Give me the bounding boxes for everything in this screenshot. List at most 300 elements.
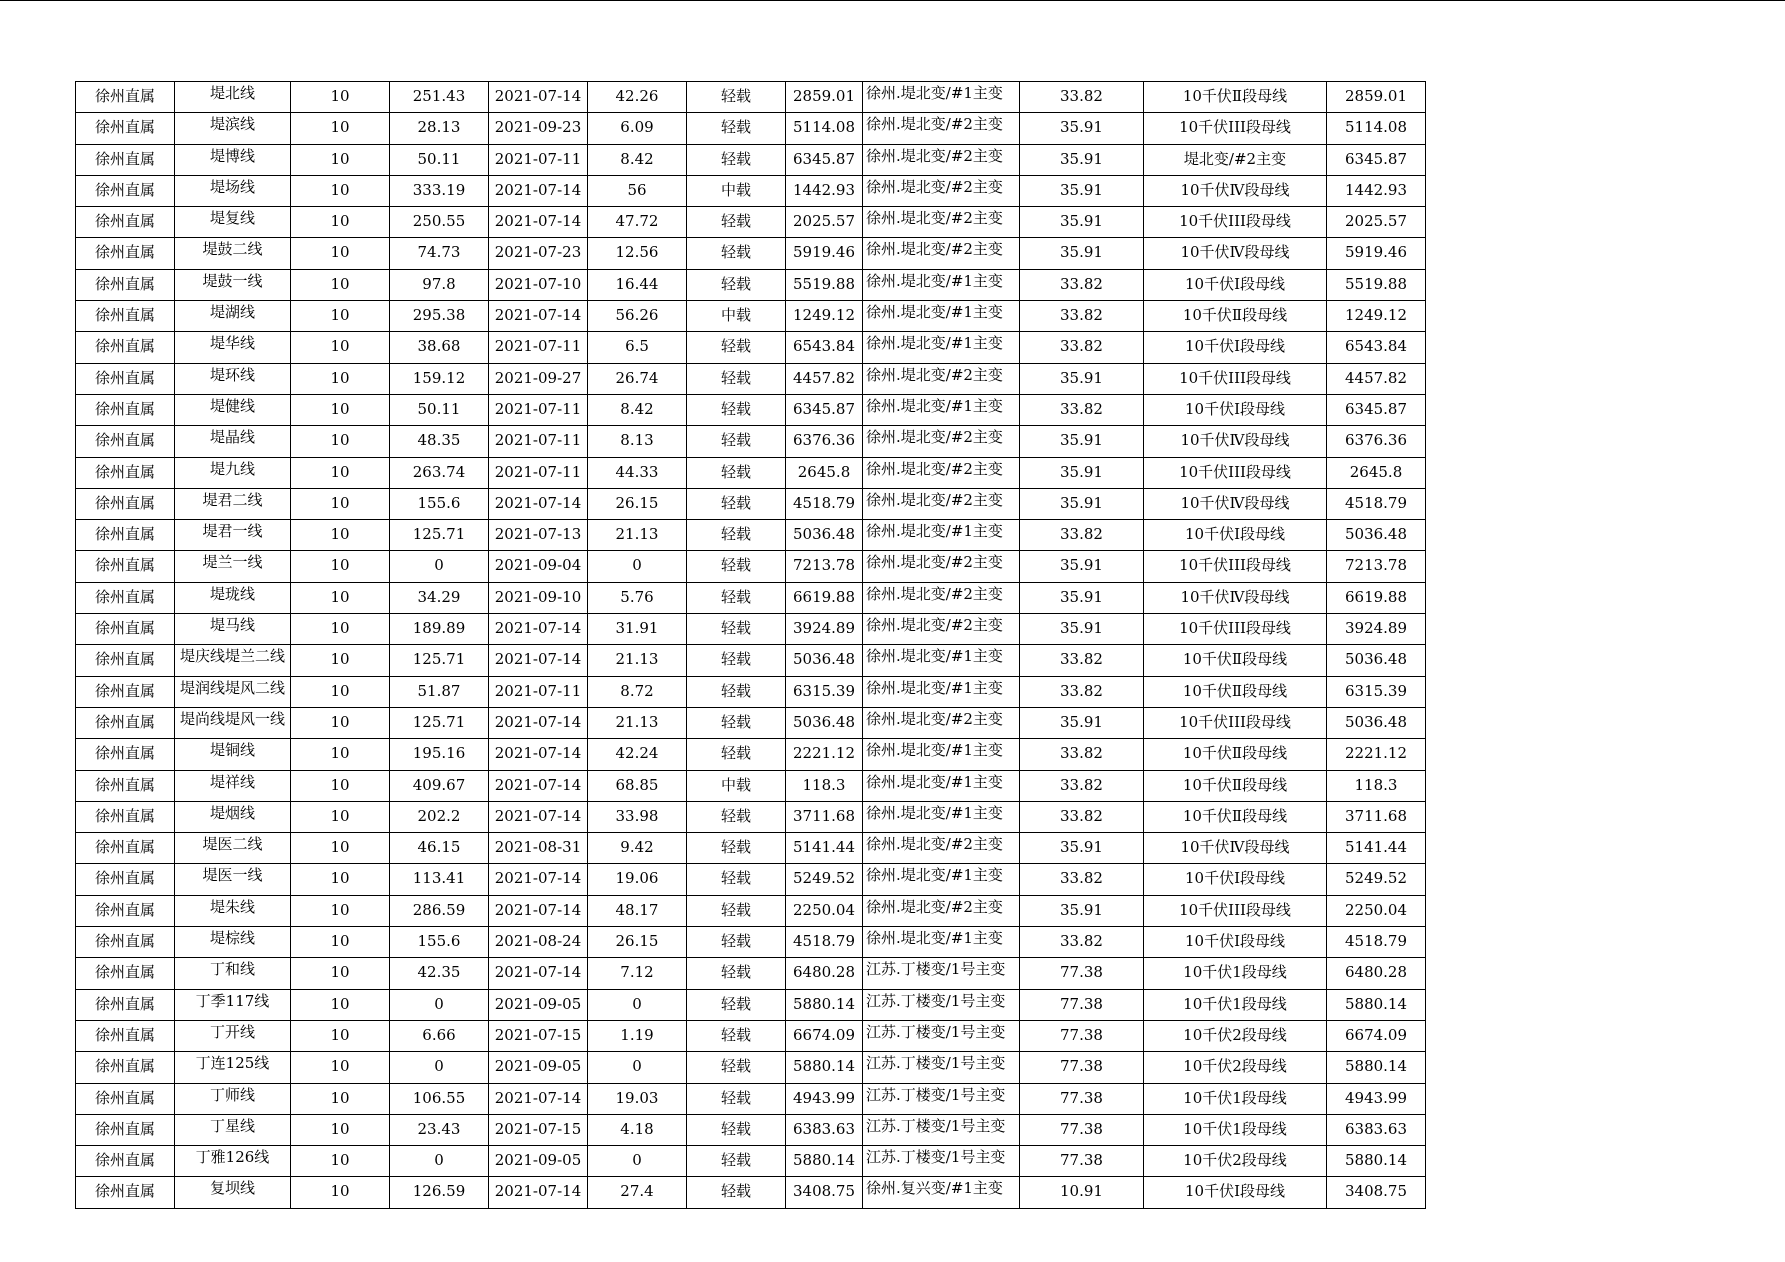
bus-section-cell: 10千伏Ⅱ段母线 bbox=[1144, 801, 1327, 832]
line-name-cell: 堤环线 bbox=[175, 363, 291, 394]
bus-section-cell: 10千伏Ⅰ段母线 bbox=[1144, 1177, 1327, 1208]
voltage-cell: 10 bbox=[291, 614, 390, 645]
load-status-cell: 轻载 bbox=[687, 864, 786, 895]
voltage-cell: 10 bbox=[291, 895, 390, 926]
table-row bbox=[76, 1146, 1426, 1177]
line-name-cell: 复坝线 bbox=[175, 1177, 291, 1208]
transformer-cell: 徐州.堤北变/#2主变 bbox=[863, 488, 1020, 519]
voltage-cell: 10 bbox=[291, 457, 390, 488]
capacity-cell: 4518.79 bbox=[786, 488, 863, 519]
load-rate-cell: 42.26 bbox=[588, 82, 687, 113]
table-row bbox=[76, 833, 1426, 864]
current-cell: 38.68 bbox=[390, 332, 489, 363]
current-cell: 295.38 bbox=[390, 301, 489, 332]
load-rate-cell: 5.76 bbox=[588, 582, 687, 613]
unit-cell: 徐州直属 bbox=[76, 551, 175, 582]
capacity-cell: 6383.63 bbox=[786, 1114, 863, 1145]
transformer-cell: 徐州.堤北变/#2主变 bbox=[863, 551, 1020, 582]
date-cell: 2021-07-14 bbox=[489, 301, 588, 332]
transformer-cell: 徐州.堤北变/#1主变 bbox=[863, 301, 1020, 332]
capacity-cell: 2859.01 bbox=[786, 82, 863, 113]
remaining-capacity-cell: 3408.75 bbox=[1327, 1177, 1426, 1208]
date-cell: 2021-09-10 bbox=[489, 582, 588, 613]
voltage-cell: 10 bbox=[291, 707, 390, 738]
table-row bbox=[76, 739, 1426, 770]
unit-cell: 徐州直属 bbox=[76, 770, 175, 801]
load-rate-cell: 26.15 bbox=[588, 927, 687, 958]
unit-cell: 徐州直属 bbox=[76, 269, 175, 300]
capacity-cell: 6345.87 bbox=[786, 394, 863, 425]
load-status-cell: 轻载 bbox=[687, 426, 786, 457]
load-rate-cell: 33.98 bbox=[588, 801, 687, 832]
current-cell: 42.35 bbox=[390, 958, 489, 989]
date-cell: 2021-09-05 bbox=[489, 1146, 588, 1177]
remaining-capacity-cell: 3711.68 bbox=[1327, 801, 1426, 832]
bus-section-cell: 10千伏III段母线 bbox=[1144, 457, 1327, 488]
transformer-cell: 徐州.堤北变/#2主变 bbox=[863, 113, 1020, 144]
load-rate-cell: 1.19 bbox=[588, 1020, 687, 1051]
load-status-cell: 轻载 bbox=[687, 739, 786, 770]
current-cell: 50.11 bbox=[390, 144, 489, 175]
voltage-cell: 10 bbox=[291, 1146, 390, 1177]
current-cell: 286.59 bbox=[390, 895, 489, 926]
current-cell: 0 bbox=[390, 551, 489, 582]
transformer-cell: 徐州.堤北变/#2主变 bbox=[863, 363, 1020, 394]
transformer-cell: 徐州.堤北变/#1主变 bbox=[863, 394, 1020, 425]
transformer-load-cell: 77.38 bbox=[1020, 1052, 1144, 1083]
unit-cell: 徐州直属 bbox=[76, 82, 175, 113]
load-rate-cell: 12.56 bbox=[588, 238, 687, 269]
voltage-cell: 10 bbox=[291, 1020, 390, 1051]
capacity-cell: 2025.57 bbox=[786, 207, 863, 238]
date-cell: 2021-07-14 bbox=[489, 895, 588, 926]
line-name-cell: 堤君一线 bbox=[175, 520, 291, 551]
bus-section-cell: 10千伏Ⅱ段母线 bbox=[1144, 770, 1327, 801]
capacity-cell: 5880.14 bbox=[786, 1146, 863, 1177]
load-rate-cell: 19.03 bbox=[588, 1083, 687, 1114]
current-cell: 333.19 bbox=[390, 175, 489, 206]
line-name-cell: 堤鼓二线 bbox=[175, 238, 291, 269]
remaining-capacity-cell: 2221.12 bbox=[1327, 739, 1426, 770]
line-name-cell: 堤马线 bbox=[175, 614, 291, 645]
remaining-capacity-cell: 5141.44 bbox=[1327, 833, 1426, 864]
voltage-cell: 10 bbox=[291, 770, 390, 801]
bus-section-cell: 10千伏III段母线 bbox=[1144, 614, 1327, 645]
bus-section-cell: 10千伏2段母线 bbox=[1144, 1020, 1327, 1051]
remaining-capacity-cell: 7213.78 bbox=[1327, 551, 1426, 582]
table-row bbox=[76, 363, 1426, 394]
bus-section-cell: 10千伏Ⅱ段母线 bbox=[1144, 645, 1327, 676]
table-row bbox=[76, 269, 1426, 300]
table-row bbox=[76, 488, 1426, 519]
capacity-cell: 6619.88 bbox=[786, 582, 863, 613]
voltage-cell: 10 bbox=[291, 332, 390, 363]
voltage-cell: 10 bbox=[291, 676, 390, 707]
unit-cell: 徐州直属 bbox=[76, 927, 175, 958]
transformer-cell: 徐州.堤北变/#2主变 bbox=[863, 144, 1020, 175]
load-status-cell: 轻载 bbox=[687, 895, 786, 926]
date-cell: 2021-08-24 bbox=[489, 927, 588, 958]
transformer-load-cell: 77.38 bbox=[1020, 1020, 1144, 1051]
capacity-cell: 3924.89 bbox=[786, 614, 863, 645]
table-row bbox=[76, 582, 1426, 613]
remaining-capacity-cell: 5114.08 bbox=[1327, 113, 1426, 144]
unit-cell: 徐州直属 bbox=[76, 801, 175, 832]
capacity-cell: 5249.52 bbox=[786, 864, 863, 895]
current-cell: 97.8 bbox=[390, 269, 489, 300]
date-cell: 2021-07-14 bbox=[489, 739, 588, 770]
transformer-load-cell: 33.82 bbox=[1020, 82, 1144, 113]
transformer-load-cell: 35.91 bbox=[1020, 707, 1144, 738]
voltage-cell: 10 bbox=[291, 175, 390, 206]
voltage-cell: 10 bbox=[291, 1114, 390, 1145]
load-status-cell: 轻载 bbox=[687, 488, 786, 519]
voltage-cell: 10 bbox=[291, 301, 390, 332]
load-rate-cell: 26.15 bbox=[588, 488, 687, 519]
voltage-cell: 10 bbox=[291, 238, 390, 269]
voltage-cell: 10 bbox=[291, 927, 390, 958]
line-name-cell: 堤复线 bbox=[175, 207, 291, 238]
bus-section-cell: 10千伏Ⅰ段母线 bbox=[1144, 269, 1327, 300]
capacity-cell: 6376.36 bbox=[786, 426, 863, 457]
load-status-cell: 轻载 bbox=[687, 1177, 786, 1208]
table-row bbox=[76, 82, 1426, 113]
transformer-load-cell: 33.82 bbox=[1020, 301, 1144, 332]
table-row bbox=[76, 1114, 1426, 1145]
load-rate-cell: 56 bbox=[588, 175, 687, 206]
transformer-cell: 江苏.丁楼变/1号主变 bbox=[863, 1083, 1020, 1114]
table-row bbox=[76, 301, 1426, 332]
remaining-capacity-cell: 2025.57 bbox=[1327, 207, 1426, 238]
unit-cell: 徐州直属 bbox=[76, 113, 175, 144]
bus-section-cell: 10千伏Ⅰ段母线 bbox=[1144, 332, 1327, 363]
capacity-cell: 5880.14 bbox=[786, 1052, 863, 1083]
date-cell: 2021-07-15 bbox=[489, 1114, 588, 1145]
unit-cell: 徐州直属 bbox=[76, 175, 175, 206]
remaining-capacity-cell: 6383.63 bbox=[1327, 1114, 1426, 1145]
transformer-load-cell: 77.38 bbox=[1020, 1083, 1144, 1114]
load-rate-cell: 21.13 bbox=[588, 520, 687, 551]
transformer-load-cell: 33.82 bbox=[1020, 645, 1144, 676]
line-name-cell: 堤医一线 bbox=[175, 864, 291, 895]
load-status-cell: 轻载 bbox=[687, 144, 786, 175]
capacity-cell: 5036.48 bbox=[786, 707, 863, 738]
transformer-load-cell: 35.91 bbox=[1020, 113, 1144, 144]
line-name-cell: 丁和线 bbox=[175, 958, 291, 989]
line-name-cell: 丁星线 bbox=[175, 1114, 291, 1145]
remaining-capacity-cell: 5919.46 bbox=[1327, 238, 1426, 269]
current-cell: 189.89 bbox=[390, 614, 489, 645]
date-cell: 2021-09-05 bbox=[489, 1052, 588, 1083]
line-name-cell: 堤朱线 bbox=[175, 895, 291, 926]
unit-cell: 徐州直属 bbox=[76, 520, 175, 551]
table-row bbox=[76, 864, 1426, 895]
load-status-cell: 轻载 bbox=[687, 1083, 786, 1114]
table-body bbox=[76, 82, 1426, 1209]
voltage-cell: 10 bbox=[291, 864, 390, 895]
unit-cell: 徐州直属 bbox=[76, 614, 175, 645]
transformer-cell: 徐州.堤北变/#2主变 bbox=[863, 457, 1020, 488]
remaining-capacity-cell: 6674.09 bbox=[1327, 1020, 1426, 1051]
load-status-cell: 轻载 bbox=[687, 1114, 786, 1145]
remaining-capacity-cell: 5036.48 bbox=[1327, 645, 1426, 676]
current-cell: 250.55 bbox=[390, 207, 489, 238]
capacity-cell: 6543.84 bbox=[786, 332, 863, 363]
remaining-capacity-cell: 4457.82 bbox=[1327, 363, 1426, 394]
line-name-cell: 堤尚线堤风一线 bbox=[175, 707, 291, 738]
unit-cell: 徐州直属 bbox=[76, 1114, 175, 1145]
load-rate-cell: 0 bbox=[588, 551, 687, 582]
bus-section-cell: 10千伏Ⅳ段母线 bbox=[1144, 488, 1327, 519]
transformer-cell: 徐州.堤北变/#1主变 bbox=[863, 645, 1020, 676]
transformer-load-cell: 33.82 bbox=[1020, 676, 1144, 707]
transformer-cell: 江苏.丁楼变/1号主变 bbox=[863, 1146, 1020, 1177]
voltage-cell: 10 bbox=[291, 551, 390, 582]
line-name-cell: 堤铜线 bbox=[175, 739, 291, 770]
table-row bbox=[76, 614, 1426, 645]
load-rate-cell: 19.06 bbox=[588, 864, 687, 895]
remaining-capacity-cell: 2859.01 bbox=[1327, 82, 1426, 113]
line-name-cell: 堤医二线 bbox=[175, 833, 291, 864]
transformer-load-cell: 77.38 bbox=[1020, 1114, 1144, 1145]
table-row bbox=[76, 457, 1426, 488]
bus-section-cell: 10千伏Ⅳ段母线 bbox=[1144, 833, 1327, 864]
transformer-load-cell: 35.91 bbox=[1020, 426, 1144, 457]
transformer-cell: 徐州.堤北变/#1主变 bbox=[863, 770, 1020, 801]
transformer-load-cell: 35.91 bbox=[1020, 582, 1144, 613]
table-row bbox=[76, 207, 1426, 238]
bus-section-cell: 10千伏2段母线 bbox=[1144, 1146, 1327, 1177]
load-status-cell: 轻载 bbox=[687, 1020, 786, 1051]
line-name-cell: 堤场线 bbox=[175, 175, 291, 206]
remaining-capacity-cell: 1249.12 bbox=[1327, 301, 1426, 332]
bus-section-cell: 10千伏1段母线 bbox=[1144, 1083, 1327, 1114]
capacity-cell: 6674.09 bbox=[786, 1020, 863, 1051]
load-status-cell: 轻载 bbox=[687, 1052, 786, 1083]
table-row bbox=[76, 175, 1426, 206]
current-cell: 126.59 bbox=[390, 1177, 489, 1208]
remaining-capacity-cell: 6619.88 bbox=[1327, 582, 1426, 613]
bus-section-cell: 10千伏2段母线 bbox=[1144, 1052, 1327, 1083]
voltage-cell: 10 bbox=[291, 520, 390, 551]
remaining-capacity-cell: 6376.36 bbox=[1327, 426, 1426, 457]
load-status-cell: 轻载 bbox=[687, 207, 786, 238]
date-cell: 2021-07-11 bbox=[489, 457, 588, 488]
capacity-cell: 3408.75 bbox=[786, 1177, 863, 1208]
table-row bbox=[76, 770, 1426, 801]
load-rate-cell: 26.74 bbox=[588, 363, 687, 394]
bus-section-cell: 10千伏III段母线 bbox=[1144, 363, 1327, 394]
date-cell: 2021-07-11 bbox=[489, 676, 588, 707]
date-cell: 2021-07-14 bbox=[489, 207, 588, 238]
remaining-capacity-cell: 6480.28 bbox=[1327, 958, 1426, 989]
voltage-cell: 10 bbox=[291, 1177, 390, 1208]
current-cell: 46.15 bbox=[390, 833, 489, 864]
table-row bbox=[76, 332, 1426, 363]
load-rate-cell: 68.85 bbox=[588, 770, 687, 801]
current-cell: 409.67 bbox=[390, 770, 489, 801]
transformer-load-cell: 35.91 bbox=[1020, 488, 1144, 519]
transformer-cell: 徐州.堤北变/#1主变 bbox=[863, 82, 1020, 113]
load-status-cell: 轻载 bbox=[687, 394, 786, 425]
date-cell: 2021-07-15 bbox=[489, 1020, 588, 1051]
capacity-cell: 5036.48 bbox=[786, 645, 863, 676]
line-name-cell: 堤珑线 bbox=[175, 582, 291, 613]
load-status-cell: 轻载 bbox=[687, 551, 786, 582]
line-name-cell: 堤烟线 bbox=[175, 801, 291, 832]
capacity-cell: 7213.78 bbox=[786, 551, 863, 582]
transformer-cell: 徐州.堤北变/#2主变 bbox=[863, 426, 1020, 457]
remaining-capacity-cell: 6345.87 bbox=[1327, 394, 1426, 425]
top-rule bbox=[0, 0, 1785, 1]
load-rate-cell: 42.24 bbox=[588, 739, 687, 770]
capacity-cell: 6480.28 bbox=[786, 958, 863, 989]
line-name-cell: 丁季117线 bbox=[175, 989, 291, 1020]
capacity-cell: 1249.12 bbox=[786, 301, 863, 332]
capacity-cell: 2250.04 bbox=[786, 895, 863, 926]
line-name-cell: 堤九线 bbox=[175, 457, 291, 488]
transformer-cell: 徐州.堤北变/#2主变 bbox=[863, 614, 1020, 645]
table-row bbox=[76, 958, 1426, 989]
remaining-capacity-cell: 4518.79 bbox=[1327, 927, 1426, 958]
load-rate-cell: 56.26 bbox=[588, 301, 687, 332]
capacity-cell: 5114.08 bbox=[786, 113, 863, 144]
load-status-cell: 轻载 bbox=[687, 958, 786, 989]
transformer-load-cell: 33.82 bbox=[1020, 770, 1144, 801]
current-cell: 48.35 bbox=[390, 426, 489, 457]
transformer-load-cell: 33.82 bbox=[1020, 520, 1144, 551]
bus-section-cell: 10千伏Ⅰ段母线 bbox=[1144, 520, 1327, 551]
date-cell: 2021-07-10 bbox=[489, 269, 588, 300]
remaining-capacity-cell: 5880.14 bbox=[1327, 1052, 1426, 1083]
table-row bbox=[76, 551, 1426, 582]
load-rate-cell: 4.18 bbox=[588, 1114, 687, 1145]
table-row bbox=[76, 1020, 1426, 1051]
current-cell: 202.2 bbox=[390, 801, 489, 832]
load-rate-cell: 21.13 bbox=[588, 707, 687, 738]
load-rate-cell: 27.4 bbox=[588, 1177, 687, 1208]
current-cell: 0 bbox=[390, 1146, 489, 1177]
remaining-capacity-cell: 2250.04 bbox=[1327, 895, 1426, 926]
bus-section-cell: 10千伏Ⅰ段母线 bbox=[1144, 394, 1327, 425]
transformer-load-cell: 35.91 bbox=[1020, 457, 1144, 488]
unit-cell: 徐州直属 bbox=[76, 1020, 175, 1051]
line-name-cell: 堤祥线 bbox=[175, 770, 291, 801]
transformer-load-cell: 77.38 bbox=[1020, 1146, 1144, 1177]
load-status-cell: 轻载 bbox=[687, 645, 786, 676]
line-name-cell: 丁连125线 bbox=[175, 1052, 291, 1083]
date-cell: 2021-07-14 bbox=[489, 614, 588, 645]
voltage-cell: 10 bbox=[291, 833, 390, 864]
unit-cell: 徐州直属 bbox=[76, 238, 175, 269]
date-cell: 2021-07-13 bbox=[489, 520, 588, 551]
transformer-cell: 徐州.堤北变/#1主变 bbox=[863, 864, 1020, 895]
load-status-cell: 轻载 bbox=[687, 801, 786, 832]
load-status-cell: 轻载 bbox=[687, 363, 786, 394]
line-name-cell: 堤北线 bbox=[175, 82, 291, 113]
transformer-load-cell: 35.91 bbox=[1020, 144, 1144, 175]
load-status-cell: 轻载 bbox=[687, 238, 786, 269]
date-cell: 2021-07-11 bbox=[489, 332, 588, 363]
load-status-cell: 轻载 bbox=[687, 614, 786, 645]
current-cell: 125.71 bbox=[390, 707, 489, 738]
transformer-cell: 徐州.堤北变/#2主变 bbox=[863, 895, 1020, 926]
load-rate-cell: 7.12 bbox=[588, 958, 687, 989]
date-cell: 2021-09-27 bbox=[489, 363, 588, 394]
voltage-cell: 10 bbox=[291, 144, 390, 175]
capacity-cell: 4518.79 bbox=[786, 927, 863, 958]
transformer-load-cell: 33.82 bbox=[1020, 864, 1144, 895]
remaining-capacity-cell: 2645.8 bbox=[1327, 457, 1426, 488]
voltage-cell: 10 bbox=[291, 739, 390, 770]
capacity-cell: 5519.88 bbox=[786, 269, 863, 300]
voltage-cell: 10 bbox=[291, 801, 390, 832]
bus-section-cell: 10千伏Ⅳ段母线 bbox=[1144, 238, 1327, 269]
date-cell: 2021-07-14 bbox=[489, 864, 588, 895]
transformer-load-cell: 35.91 bbox=[1020, 895, 1144, 926]
load-rate-cell: 8.42 bbox=[588, 394, 687, 425]
unit-cell: 徐州直属 bbox=[76, 394, 175, 425]
bus-section-cell: 10千伏Ⅱ段母线 bbox=[1144, 676, 1327, 707]
remaining-capacity-cell: 6345.87 bbox=[1327, 144, 1426, 175]
capacity-cell: 6315.39 bbox=[786, 676, 863, 707]
transformer-cell: 徐州.堤北变/#1主变 bbox=[863, 332, 1020, 363]
remaining-capacity-cell: 118.3 bbox=[1327, 770, 1426, 801]
bus-section-cell: 堤北变/#2主变 bbox=[1144, 144, 1327, 175]
load-rate-cell: 0 bbox=[588, 989, 687, 1020]
transformer-cell: 徐州.堤北变/#2主变 bbox=[863, 175, 1020, 206]
unit-cell: 徐州直属 bbox=[76, 645, 175, 676]
unit-cell: 徐州直属 bbox=[76, 144, 175, 175]
transformer-cell: 江苏.丁楼变/1号主变 bbox=[863, 1020, 1020, 1051]
current-cell: 155.6 bbox=[390, 488, 489, 519]
capacity-cell: 4457.82 bbox=[786, 363, 863, 394]
unit-cell: 徐州直属 bbox=[76, 895, 175, 926]
current-cell: 28.13 bbox=[390, 113, 489, 144]
line-name-cell: 堤棕线 bbox=[175, 927, 291, 958]
unit-cell: 徐州直属 bbox=[76, 426, 175, 457]
load-rate-cell: 6.5 bbox=[588, 332, 687, 363]
capacity-cell: 5036.48 bbox=[786, 520, 863, 551]
current-cell: 195.16 bbox=[390, 739, 489, 770]
current-cell: 51.87 bbox=[390, 676, 489, 707]
table-row bbox=[76, 426, 1426, 457]
current-cell: 251.43 bbox=[390, 82, 489, 113]
unit-cell: 徐州直属 bbox=[76, 332, 175, 363]
bus-section-cell: 10千伏III段母线 bbox=[1144, 895, 1327, 926]
transformer-load-cell: 33.82 bbox=[1020, 739, 1144, 770]
date-cell: 2021-07-14 bbox=[489, 645, 588, 676]
transformer-load-cell: 33.82 bbox=[1020, 927, 1144, 958]
load-rate-cell: 9.42 bbox=[588, 833, 687, 864]
load-rate-cell: 0 bbox=[588, 1052, 687, 1083]
line-name-cell: 丁师线 bbox=[175, 1083, 291, 1114]
line-name-cell: 堤健线 bbox=[175, 394, 291, 425]
remaining-capacity-cell: 5880.14 bbox=[1327, 989, 1426, 1020]
date-cell: 2021-07-14 bbox=[489, 488, 588, 519]
bus-section-cell: 10千伏III段母线 bbox=[1144, 207, 1327, 238]
transformer-load-cell: 33.82 bbox=[1020, 269, 1144, 300]
unit-cell: 徐州直属 bbox=[76, 958, 175, 989]
remaining-capacity-cell: 5036.48 bbox=[1327, 520, 1426, 551]
bus-section-cell: 10千伏Ⅰ段母线 bbox=[1144, 927, 1327, 958]
table-row bbox=[76, 144, 1426, 175]
remaining-capacity-cell: 3924.89 bbox=[1327, 614, 1426, 645]
unit-cell: 徐州直属 bbox=[76, 1146, 175, 1177]
capacity-cell: 6345.87 bbox=[786, 144, 863, 175]
capacity-cell: 118.3 bbox=[786, 770, 863, 801]
line-name-cell: 堤湖线 bbox=[175, 301, 291, 332]
